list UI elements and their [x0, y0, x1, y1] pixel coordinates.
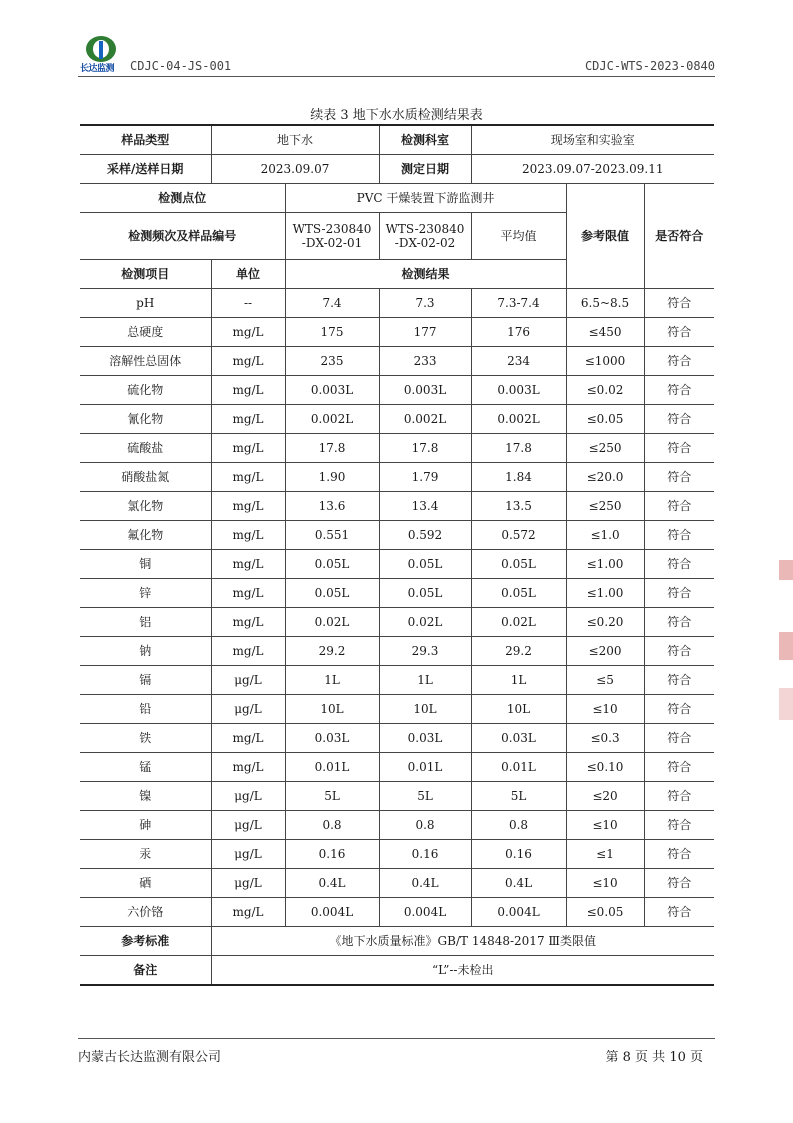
row-value-1: 0.03L: [285, 724, 379, 753]
limit-header: 参考限值: [566, 184, 644, 289]
row-limit: ≤0.10: [566, 753, 644, 782]
point-value: PVC 干燥装置下游监测井: [285, 184, 566, 213]
row-item: 镉: [80, 666, 211, 695]
row-item: 镍: [80, 782, 211, 811]
row-value-2: 1.79: [379, 463, 471, 492]
row-conform: 符合: [644, 840, 714, 869]
conform-header: 是否符合: [644, 184, 714, 289]
row-unit: mg/L: [211, 434, 285, 463]
row-value-2: 0.002L: [379, 405, 471, 434]
row-limit: ≤1: [566, 840, 644, 869]
row-value-2: 0.003L: [379, 376, 471, 405]
row-item: 铁: [80, 724, 211, 753]
row-average: 0.01L: [471, 753, 566, 782]
row-unit: mg/L: [211, 347, 285, 376]
row-item: pH: [80, 289, 211, 318]
row-item: 铅: [80, 695, 211, 724]
table-row: [80, 898, 714, 927]
seal-fragment: [779, 688, 793, 720]
info-row-1: [80, 125, 714, 155]
freq-label: 检测频次及样品编号: [80, 213, 285, 260]
row-limit: ≤450: [566, 318, 644, 347]
footer-divider: [78, 1038, 715, 1039]
sampling-date-value: 2023.09.07: [211, 155, 379, 184]
row-conform: 符合: [644, 724, 714, 753]
row-conform: 符合: [644, 463, 714, 492]
table-row: [80, 521, 714, 550]
row-average: 0.004L: [471, 898, 566, 927]
row-value-1: 235: [285, 347, 379, 376]
page-number: 第 8 页 共 10 页: [605, 1050, 703, 1065]
table-row: [80, 405, 714, 434]
row-item: 氟化物: [80, 521, 211, 550]
company-logo: [80, 36, 122, 72]
row-limit: ≤1.0: [566, 521, 644, 550]
row-conform: 符合: [644, 869, 714, 898]
row-limit: ≤1.00: [566, 550, 644, 579]
row-value-2: 0.03L: [379, 724, 471, 753]
row-unit: mg/L: [211, 753, 285, 782]
row-average: 0.4L: [471, 869, 566, 898]
row-unit: mg/L: [211, 637, 285, 666]
row-limit: ≤1000: [566, 347, 644, 376]
row-conform: 符合: [644, 550, 714, 579]
table-row: [80, 492, 714, 521]
row-unit: mg/L: [211, 550, 285, 579]
row-unit: μg/L: [211, 840, 285, 869]
row-conform: 符合: [644, 753, 714, 782]
row-unit: mg/L: [211, 724, 285, 753]
result-header: 检测结果: [285, 260, 566, 289]
row-value-2: 0.004L: [379, 898, 471, 927]
table-row: [80, 579, 714, 608]
row-item: 锌: [80, 579, 211, 608]
row-limit: ≤0.3: [566, 724, 644, 753]
sampling-date-label: 采样/送样日期: [80, 155, 211, 184]
row-average: 0.16: [471, 840, 566, 869]
point-label: 检测点位: [80, 184, 285, 213]
row-conform: 符合: [644, 318, 714, 347]
table-row: [80, 695, 714, 724]
row-unit: mg/L: [211, 318, 285, 347]
row-value-1: 0.8: [285, 811, 379, 840]
row-value-2: 13.4: [379, 492, 471, 521]
row-unit: μg/L: [211, 869, 285, 898]
row-value-1: 0.4L: [285, 869, 379, 898]
table-row: [80, 347, 714, 376]
row-limit: ≤20: [566, 782, 644, 811]
row-average: 29.2: [471, 637, 566, 666]
row-unit: mg/L: [211, 463, 285, 492]
row-value-2: 0.4L: [379, 869, 471, 898]
row-value-2: 1L: [379, 666, 471, 695]
row-conform: 符合: [644, 492, 714, 521]
info-row-2: [80, 155, 714, 184]
table-row: [80, 550, 714, 579]
row-item: 溶解性总固体: [80, 347, 211, 376]
row-item: 硫酸盐: [80, 434, 211, 463]
row-value-1: 10L: [285, 695, 379, 724]
row-value-1: 0.003L: [285, 376, 379, 405]
row-item: 氯化物: [80, 492, 211, 521]
row-unit: mg/L: [211, 608, 285, 637]
standard-row: [80, 927, 714, 956]
row-conform: 符合: [644, 347, 714, 376]
row-value-1: 0.004L: [285, 898, 379, 927]
row-value-1: 0.05L: [285, 579, 379, 608]
row-limit: ≤0.05: [566, 405, 644, 434]
header-divider: [78, 76, 715, 77]
row-value-1: 5L: [285, 782, 379, 811]
results-table: [80, 124, 714, 986]
row-value-1: 0.16: [285, 840, 379, 869]
row-limit: ≤0.20: [566, 608, 644, 637]
row-limit: ≤20.0: [566, 463, 644, 492]
row-item: 硫化物: [80, 376, 211, 405]
row-average: 5L: [471, 782, 566, 811]
lab-label: 检测科室: [379, 125, 471, 155]
row-value-2: 7.3: [379, 289, 471, 318]
company-name: 内蒙古长达监测有限公司: [78, 1050, 222, 1065]
table-caption: 续表 3 地下水水质检测结果表: [310, 108, 483, 123]
row-value-2: 17.8: [379, 434, 471, 463]
table-row: [80, 318, 714, 347]
row-item: 氰化物: [80, 405, 211, 434]
row-conform: 符合: [644, 289, 714, 318]
lab-value: 现场室和实验室: [471, 125, 714, 155]
seal-fragment: [779, 560, 793, 580]
test-date-value: 2023.09.07-2023.09.11: [471, 155, 714, 184]
row-average: 7.3-7.4: [471, 289, 566, 318]
table-row: [80, 434, 714, 463]
row-value-1: 0.002L: [285, 405, 379, 434]
row-average: 0.572: [471, 521, 566, 550]
row-conform: 符合: [644, 666, 714, 695]
row-average: 0.05L: [471, 579, 566, 608]
row-average: 0.02L: [471, 608, 566, 637]
row-limit: ≤10: [566, 869, 644, 898]
standard-label: 参考标准: [80, 927, 211, 956]
row-average: 234: [471, 347, 566, 376]
sample-type-value: 地下水: [211, 125, 379, 155]
row-value-1: 29.2: [285, 637, 379, 666]
row-unit: μg/L: [211, 811, 285, 840]
row-value-1: 1L: [285, 666, 379, 695]
row-value-1: 7.4: [285, 289, 379, 318]
row-item: 铜: [80, 550, 211, 579]
row-limit: ≤250: [566, 434, 644, 463]
row-average: 1.84: [471, 463, 566, 492]
doc-code: CDJC-04-JS-001: [130, 59, 232, 73]
row-value-1: 175: [285, 318, 379, 347]
row-unit: mg/L: [211, 376, 285, 405]
row-value-2: 0.05L: [379, 550, 471, 579]
row-conform: 符合: [644, 376, 714, 405]
row-value-1: 0.01L: [285, 753, 379, 782]
test-date-label: 测定日期: [379, 155, 471, 184]
table-row: [80, 376, 714, 405]
row-item: 硝酸盐氮: [80, 463, 211, 492]
row-item: 总硬度: [80, 318, 211, 347]
row-value-2: 5L: [379, 782, 471, 811]
row-value-2: 0.8: [379, 811, 471, 840]
row-limit: ≤250: [566, 492, 644, 521]
row-average: 0.05L: [471, 550, 566, 579]
row-item: 汞: [80, 840, 211, 869]
row-unit: μg/L: [211, 695, 285, 724]
table-row: [80, 666, 714, 695]
row-value-2: 0.05L: [379, 579, 471, 608]
standard-value: 《地下水质量标准》GB/T 14848-2017 Ⅲ类限值: [211, 927, 714, 956]
row-unit: mg/L: [211, 521, 285, 550]
table-row: [80, 869, 714, 898]
row-item: 砷: [80, 811, 211, 840]
row-value-1: 17.8: [285, 434, 379, 463]
row-limit: ≤0.02: [566, 376, 644, 405]
logo-text: 长达监测: [80, 64, 115, 74]
row-value-2: 0.592: [379, 521, 471, 550]
row-limit: ≤10: [566, 811, 644, 840]
table-row: [80, 463, 714, 492]
row-value-1: 1.90: [285, 463, 379, 492]
row-conform: 符合: [644, 521, 714, 550]
sample-type-label: 样品类型: [80, 125, 211, 155]
row-average: 0.002L: [471, 405, 566, 434]
row-average: 0.8: [471, 811, 566, 840]
row-limit: ≤10: [566, 695, 644, 724]
item-header: 检测项目: [80, 260, 211, 289]
row-unit: --: [211, 289, 285, 318]
table-row: [80, 840, 714, 869]
row-limit: 6.5~8.5: [566, 289, 644, 318]
row-value-2: 10L: [379, 695, 471, 724]
average-header: 平均值: [471, 213, 566, 260]
remark-row: [80, 956, 714, 986]
row-average: 176: [471, 318, 566, 347]
row-value-2: 177: [379, 318, 471, 347]
table-row: [80, 637, 714, 666]
row-conform: 符合: [644, 579, 714, 608]
table-row: [80, 782, 714, 811]
row-unit: mg/L: [211, 405, 285, 434]
row-limit: ≤5: [566, 666, 644, 695]
row-limit: ≤1.00: [566, 579, 644, 608]
seal-fragment: [779, 632, 793, 660]
row-value-1: 13.6: [285, 492, 379, 521]
row-item: 铝: [80, 608, 211, 637]
table-row: [80, 724, 714, 753]
row-conform: 符合: [644, 811, 714, 840]
row-value-2: 0.02L: [379, 608, 471, 637]
remark-value: “L”--未检出: [211, 956, 714, 986]
row-conform: 符合: [644, 782, 714, 811]
row-limit: ≤0.05: [566, 898, 644, 927]
row-unit: μg/L: [211, 666, 285, 695]
row-value-1: 0.05L: [285, 550, 379, 579]
point-row: [80, 184, 714, 213]
row-average: 13.5: [471, 492, 566, 521]
row-value-2: 29.3: [379, 637, 471, 666]
row-conform: 符合: [644, 637, 714, 666]
report-number: CDJC-WTS-2023-0840: [584, 59, 715, 73]
row-unit: mg/L: [211, 898, 285, 927]
row-item: 六价铬: [80, 898, 211, 927]
row-value-2: 0.16: [379, 840, 471, 869]
row-conform: 符合: [644, 898, 714, 927]
row-conform: 符合: [644, 608, 714, 637]
row-limit: ≤200: [566, 637, 644, 666]
row-conform: 符合: [644, 405, 714, 434]
unit-header: 单位: [211, 260, 285, 289]
row-item: 锰: [80, 753, 211, 782]
table-row: [80, 608, 714, 637]
row-item: 钠: [80, 637, 211, 666]
row-unit: mg/L: [211, 492, 285, 521]
row-average: 17.8: [471, 434, 566, 463]
remark-label: 备注: [80, 956, 211, 986]
row-value-1: 0.551: [285, 521, 379, 550]
row-average: 0.003L: [471, 376, 566, 405]
sample1-code: WTS-230840 -DX-02-01: [285, 213, 379, 260]
row-average: 1L: [471, 666, 566, 695]
table-row: [80, 289, 714, 318]
row-value-2: 233: [379, 347, 471, 376]
row-conform: 符合: [644, 695, 714, 724]
row-item: 硒: [80, 869, 211, 898]
table-row: [80, 753, 714, 782]
row-average: 10L: [471, 695, 566, 724]
row-conform: 符合: [644, 434, 714, 463]
sample2-code: WTS-230840 -DX-02-02: [379, 213, 471, 260]
row-value-1: 0.02L: [285, 608, 379, 637]
row-unit: μg/L: [211, 782, 285, 811]
row-average: 0.03L: [471, 724, 566, 753]
row-unit: mg/L: [211, 579, 285, 608]
row-value-2: 0.01L: [379, 753, 471, 782]
table-row: [80, 811, 714, 840]
